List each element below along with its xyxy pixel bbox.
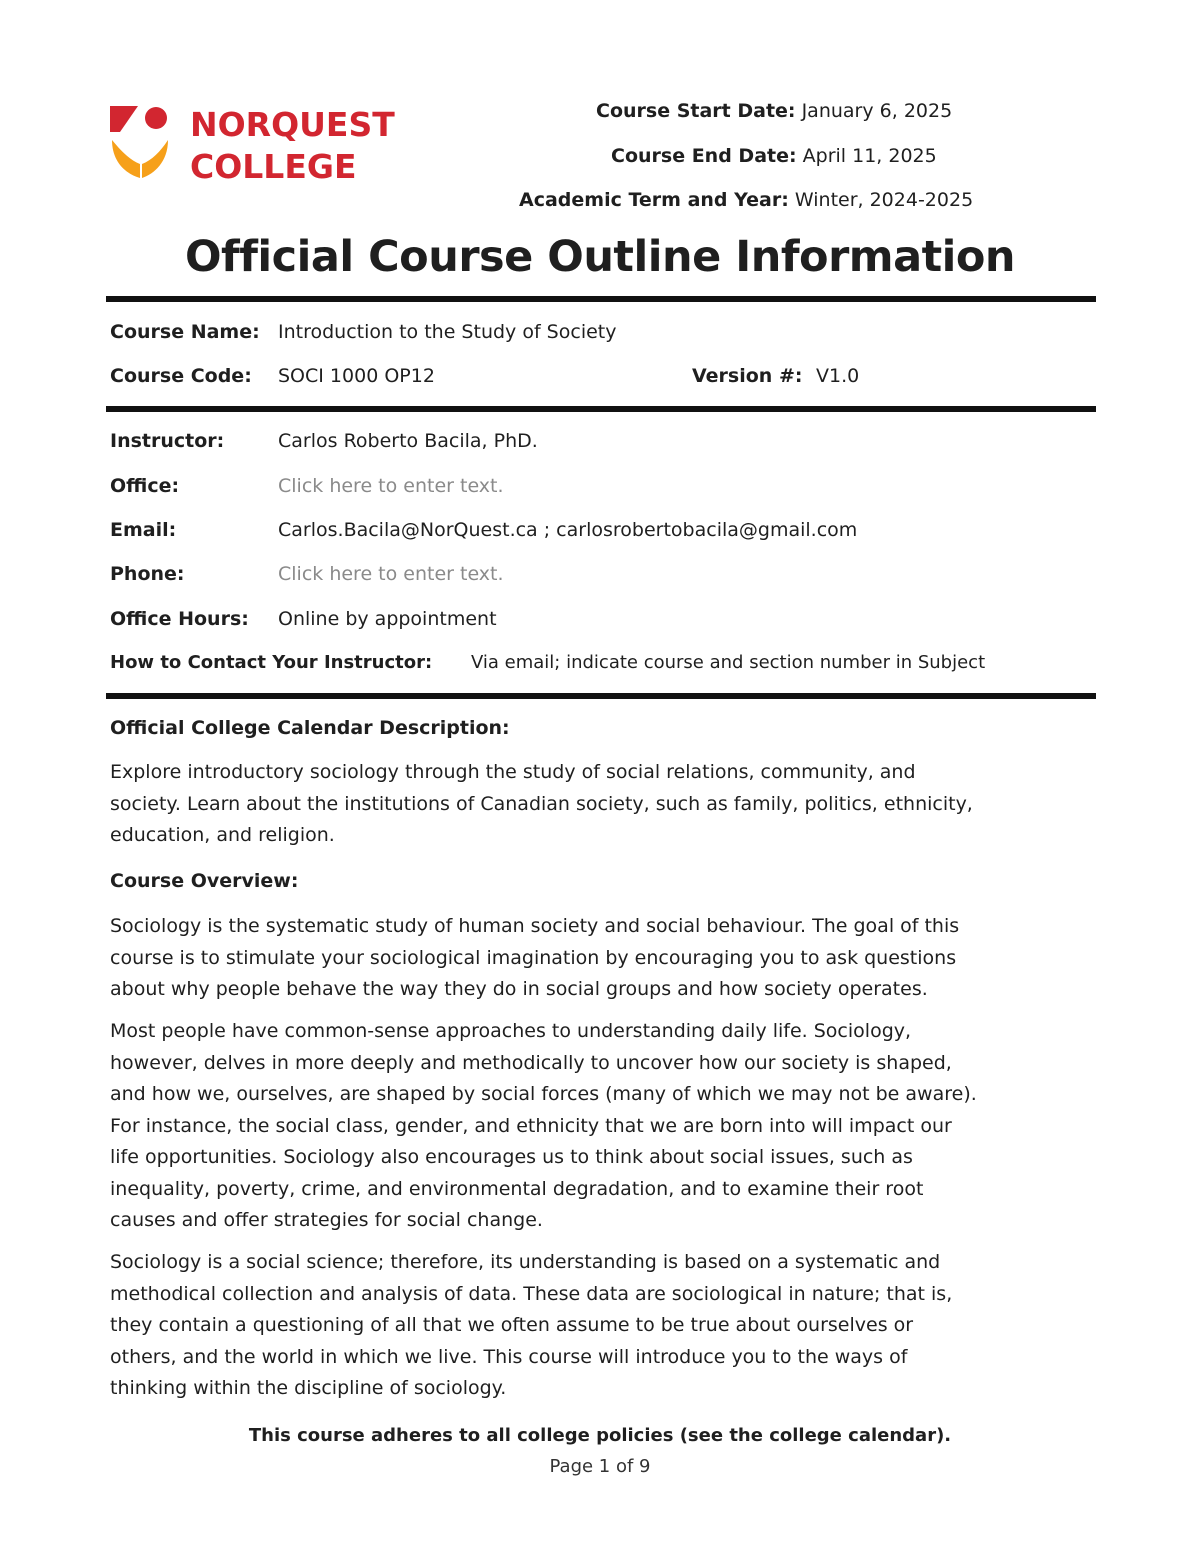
text-line: however, delves in more deeply and methodically to uncover how our society is shaped,: [110, 1051, 952, 1074]
contact-label: How to Contact Your Instructor:: [110, 652, 433, 673]
course-end-date: [611, 145, 937, 167]
version-label: Version #:: [692, 365, 803, 387]
text-line: Sociology is a social science; therefore, its understanding is based on a systematic and: [110, 1251, 941, 1273]
contact-value: Via email; indicate course and section number in Subject: [471, 652, 986, 673]
text-line: methodical collection and analysis of data. These data are sociological in nature; that is,: [110, 1282, 953, 1305]
page-number: Page 1 of 9: [549, 1456, 651, 1477]
text-line: Most people have common-sense approaches to understanding daily life. Sociology,: [110, 1020, 912, 1042]
academic-term: [519, 189, 973, 211]
text-line: For instance, the social class, gender, and ethnicity that we are born into will impact our: [110, 1114, 952, 1137]
course-name-label: Course Name:: [110, 321, 260, 343]
end-date-value: April 11, 2025: [802, 145, 937, 167]
phone-field[interactable]: Click here to enter text.: [278, 563, 504, 585]
logo-mark-icon: [110, 104, 174, 182]
phone-label: Phone:: [110, 563, 185, 585]
instructor-value: Carlos Roberto Bacila, PhD.: [278, 430, 538, 452]
policy-footer: This course adheres to all college policies (see the college calendar).: [248, 1425, 952, 1446]
text-line: society. Learn about the institutions of Canadian society, such as family, politics, ethnicity,: [110, 792, 973, 815]
course-name-value: Introduction to the Study of Society: [278, 321, 617, 343]
version-value: V1.0: [816, 365, 860, 387]
overview-paragraph-3: [110, 1247, 1100, 1405]
calendar-description: [110, 757, 1100, 852]
overview-heading: Course Overview:: [110, 870, 299, 892]
email-value[interactable]: Carlos.Bacila@NorQuest.ca ; carlosrobertobacila@gmail.com: [278, 519, 858, 541]
calendar-heading: Official College Calendar Description:: [110, 717, 510, 739]
overview-paragraph-1: [110, 911, 1100, 1006]
office-hours-value: Online by appointment: [278, 608, 497, 630]
logo-line-1: NORQUEST: [190, 105, 395, 144]
start-date-value: January 6, 2025: [801, 100, 953, 122]
start-date-label: Course Start Date:: [596, 100, 796, 122]
text-line: Explore introductory sociology through the study of social relations, community, and: [110, 761, 916, 783]
text-line: Sociology is the systematic study of human society and social behaviour. The goal of this: [110, 915, 960, 937]
office-field[interactable]: Click here to enter text.: [278, 475, 504, 497]
divider: [106, 296, 1096, 302]
page-title: Official Course Outline Information: [184, 232, 1016, 282]
logo-line-2: COLLEGE: [190, 147, 357, 186]
instructor-label: Instructor:: [110, 430, 225, 452]
logo-wordmark: [190, 104, 395, 188]
term-label: Academic Term and Year:: [519, 189, 789, 211]
office-label: Office:: [110, 475, 180, 497]
text-line: course is to stimulate your sociological imagination by encouraging you to ask questions: [110, 946, 957, 969]
norquest-logo: [110, 104, 410, 184]
text-line: others, and the world in which we live. This course will introduce you to the ways of: [110, 1345, 908, 1368]
term-value: Winter, 2024-2025: [794, 189, 974, 211]
office-hours-label: Office Hours:: [110, 608, 249, 630]
text-line: about why people behave the way they do in social groups and how society operates.: [110, 978, 928, 1000]
end-date-label: Course End Date:: [611, 145, 797, 167]
text-line: inequality, poverty, crime, and environmental degradation, and to examine their root: [110, 1177, 924, 1200]
text-line: education, and religion.: [110, 824, 335, 846]
divider: [106, 406, 1096, 412]
text-line: they contain a questioning of all that we often assume to be true about ourselves or: [110, 1314, 914, 1336]
text-line: thinking within the discipline of sociology.: [110, 1377, 507, 1399]
course-code-value: SOCI 1000 OP12: [278, 365, 435, 387]
text-line: life opportunities. Sociology also encourages us to think about social issues, such as: [110, 1146, 913, 1168]
email-label: Email:: [110, 519, 177, 541]
text-line: and how we, ourselves, are shaped by social forces (many of which we may not be aware).: [110, 1083, 977, 1105]
course-code-label: Course Code:: [110, 365, 252, 387]
course-start-date: [596, 100, 952, 122]
overview-paragraph-2: [110, 1016, 1100, 1237]
text-line: causes and offer strategies for social change.: [110, 1209, 543, 1231]
divider: [106, 693, 1096, 699]
